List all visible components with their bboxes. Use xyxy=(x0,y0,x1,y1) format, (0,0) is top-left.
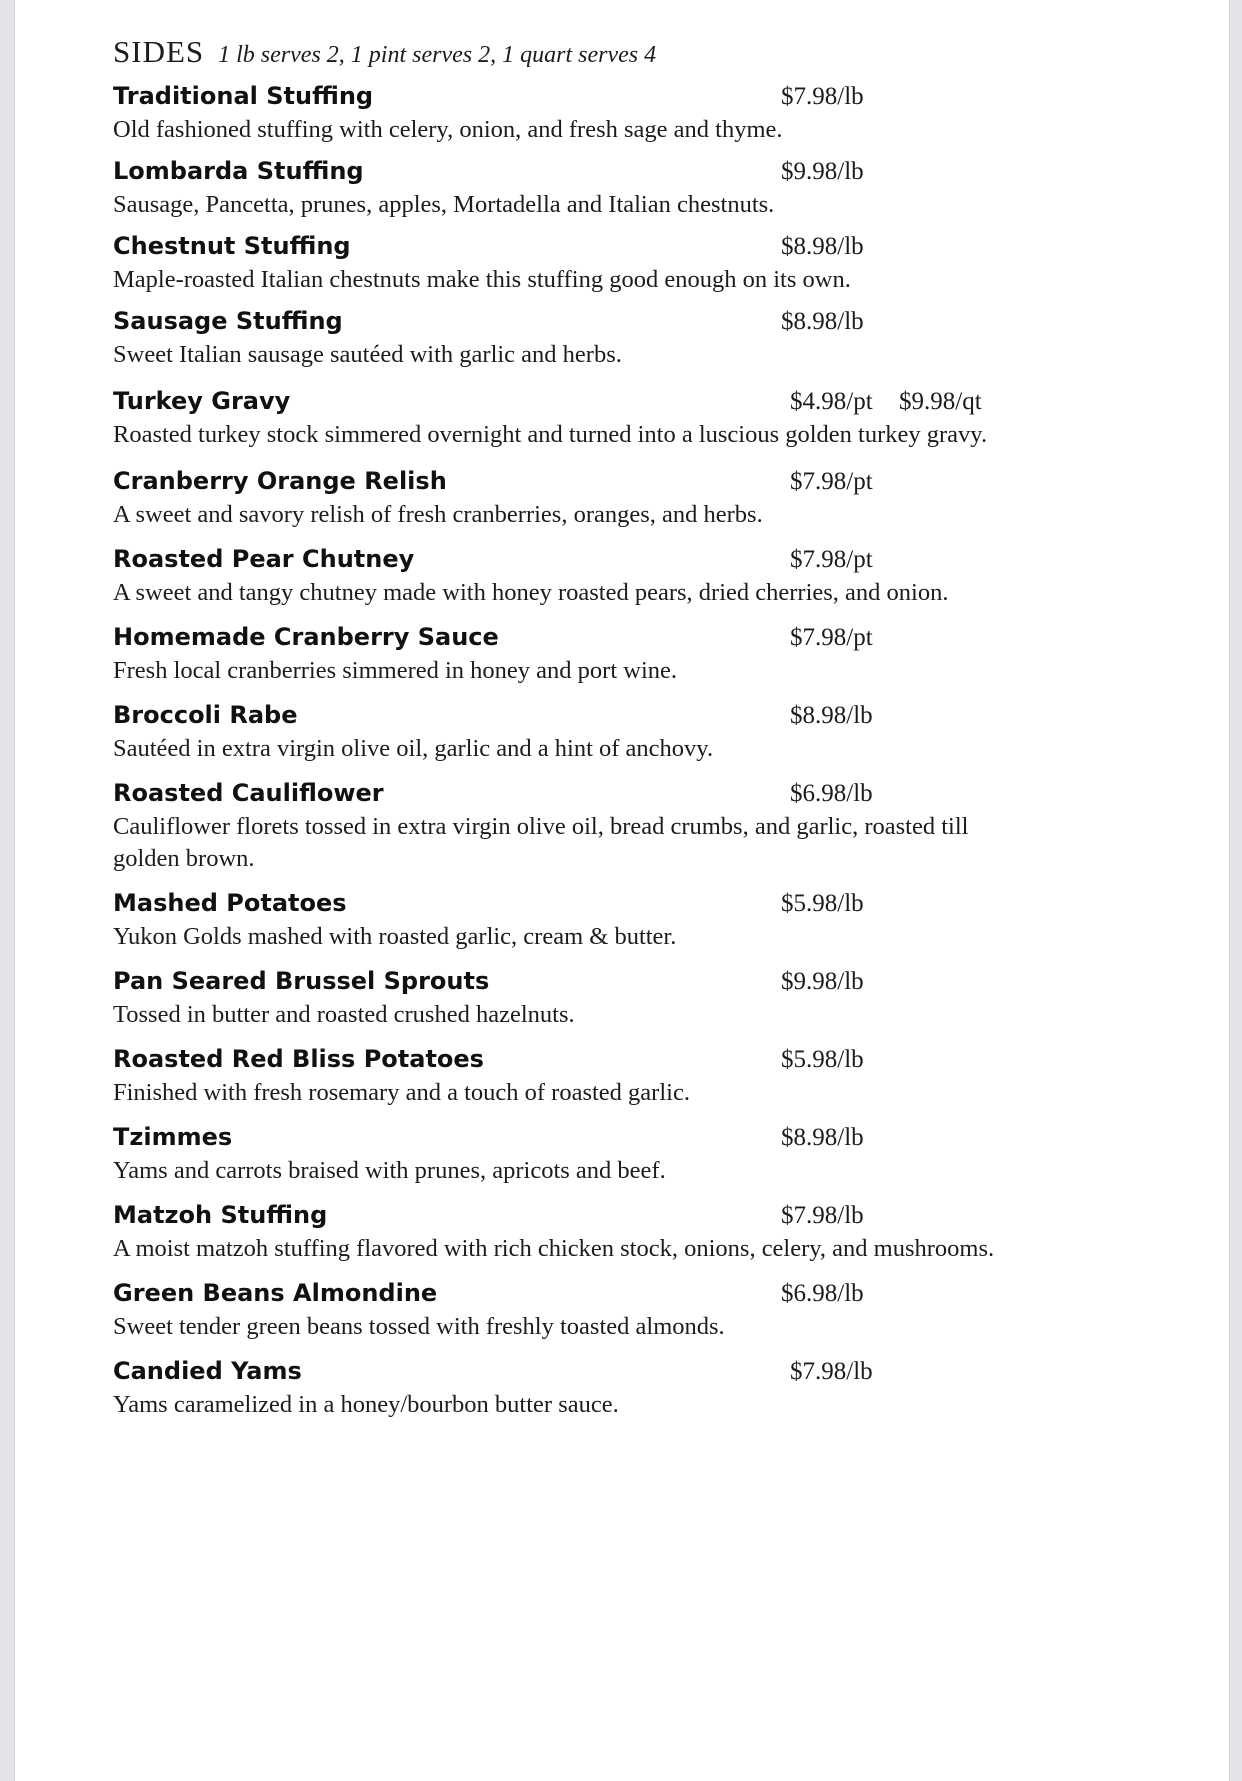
item-price: $5.98/lb xyxy=(781,890,864,917)
item-description: Fresh local cranberries simmered in honey and port wine. xyxy=(113,657,678,684)
menu-item-traditional-stuffing xyxy=(113,82,1123,146)
sides-section xyxy=(113,34,1123,1432)
item-name: Turkey Gravy xyxy=(113,387,291,415)
serving-note: 1 lb serves 2, 1 pint serves 2, 1 quart serves 4 xyxy=(218,42,657,68)
item-price: $6.98/lb xyxy=(781,1280,864,1307)
menu-item-sausage-stuffing xyxy=(113,307,1123,371)
item-name: Lombarda Stuffing xyxy=(113,157,364,185)
item-description: Cauliflower florets tossed in extra virgin olive oil, bread crumbs, and garlic, roasted till golden brown. xyxy=(113,813,969,872)
item-description: Finished with fresh rosemary and a touch of roasted garlic. xyxy=(113,1079,690,1106)
item-name: Roasted Cauliflower xyxy=(113,779,384,807)
item-name: Pan Seared Brussel Sprouts xyxy=(113,967,490,995)
item-name: Candied Yams xyxy=(113,1357,302,1385)
item-name: Tzimmes xyxy=(113,1123,233,1151)
menu-item-cranberry-orange-relish xyxy=(113,467,1123,531)
menu-item-pan-seared-brussel-sprouts xyxy=(113,967,1123,1031)
item-name: Cranberry Orange Relish xyxy=(113,467,447,495)
menu-item-chestnut-stuffing xyxy=(113,232,1123,296)
item-price: $8.98/lb xyxy=(781,233,864,260)
item-description: Yams caramelized in a honey/bourbon butter sauce. xyxy=(113,1391,619,1418)
item-description: A moist matzoh stuffing flavored with rich chicken stock, onions, celery, and mushrooms. xyxy=(113,1235,995,1262)
item-description: A sweet and savory relish of fresh cranberries, oranges, and herbs. xyxy=(113,501,763,528)
item-price-pint: $4.98/pt xyxy=(790,388,873,415)
item-name: Traditional Stuffing xyxy=(113,82,374,110)
item-price: $7.98/lb xyxy=(781,83,864,110)
menu-item-mashed-potatoes xyxy=(113,889,1123,953)
item-price: $8.98/lb xyxy=(790,702,873,729)
menu-item-candied-yams xyxy=(113,1357,1123,1421)
section-title: SIDES xyxy=(113,34,205,69)
menu-page xyxy=(14,0,1230,1781)
item-price: $9.98/lb xyxy=(781,968,864,995)
item-price: $8.98/lb xyxy=(781,1124,864,1151)
item-name: Green Beans Almondine xyxy=(113,1279,438,1307)
item-price: $7.98/pt xyxy=(790,468,873,495)
item-description: Maple-roasted Italian chestnuts make this stuffing good enough on its own. xyxy=(113,266,851,293)
menu-item-lombarda-stuffing xyxy=(113,157,1123,221)
menu-item-tzimmes xyxy=(113,1123,1123,1187)
item-name: Sausage Stuffing xyxy=(113,307,343,335)
item-description: Roasted turkey stock simmered overnight and turned into a luscious golden turkey gravy. xyxy=(113,421,988,448)
item-name: Roasted Pear Chutney xyxy=(113,545,415,573)
item-description: Sautéed in extra virgin olive oil, garlic and a hint of anchovy. xyxy=(113,735,714,762)
item-name: Broccoli Rabe xyxy=(113,701,298,729)
menu-item-roasted-red-bliss-potatoes xyxy=(113,1045,1123,1109)
item-price-quart: $9.98/qt xyxy=(899,388,982,415)
menu-item-homemade-cranberry-sauce xyxy=(113,623,1123,687)
item-description: Yukon Golds mashed with roasted garlic, cream & butter. xyxy=(113,923,677,950)
item-description: Yams and carrots braised with prunes, apricots and beef. xyxy=(113,1157,666,1184)
item-description: Sausage, Pancetta, prunes, apples, Mortadella and Italian chestnuts. xyxy=(113,191,775,218)
menu-item-turkey-gravy xyxy=(113,387,1123,451)
menu-item-green-beans-almondine xyxy=(113,1279,1123,1343)
item-description: Sweet tender green beans tossed with freshly toasted almonds. xyxy=(113,1313,725,1340)
menu-item-matzoh-stuffing xyxy=(113,1201,1123,1265)
item-description: Sweet Italian sausage sautéed with garlic and herbs. xyxy=(113,341,622,368)
item-price: $7.98/lb xyxy=(790,1358,873,1385)
item-price: $7.98/pt xyxy=(790,546,873,573)
item-description: A sweet and tangy chutney made with honey roasted pears, dried cherries, and onion. xyxy=(113,579,949,606)
item-name: Mashed Potatoes xyxy=(113,889,347,917)
item-name: Homemade Cranberry Sauce xyxy=(113,623,499,651)
item-name: Chestnut Stuffing xyxy=(113,232,351,260)
item-price: $8.98/lb xyxy=(781,308,864,335)
item-name: Matzoh Stuffing xyxy=(113,1201,328,1229)
menu-item-roasted-cauliflower xyxy=(113,779,1123,875)
menu-item-broccoli-rabe xyxy=(113,701,1123,765)
item-price: $7.98/lb xyxy=(781,1202,864,1229)
item-price: $5.98/lb xyxy=(781,1046,864,1073)
item-name: Roasted Red Bliss Potatoes xyxy=(113,1045,484,1073)
item-price: $9.98/lb xyxy=(781,158,864,185)
menu-item-roasted-pear-chutney xyxy=(113,545,1123,609)
item-price: $7.98/pt xyxy=(790,624,873,651)
item-description: Old fashioned stuffing with celery, onion, and fresh sage and thyme. xyxy=(113,116,783,143)
section-header xyxy=(113,34,1123,82)
item-price: $6.98/lb xyxy=(790,780,873,807)
item-description: Tossed in butter and roasted crushed hazelnuts. xyxy=(113,1001,575,1028)
